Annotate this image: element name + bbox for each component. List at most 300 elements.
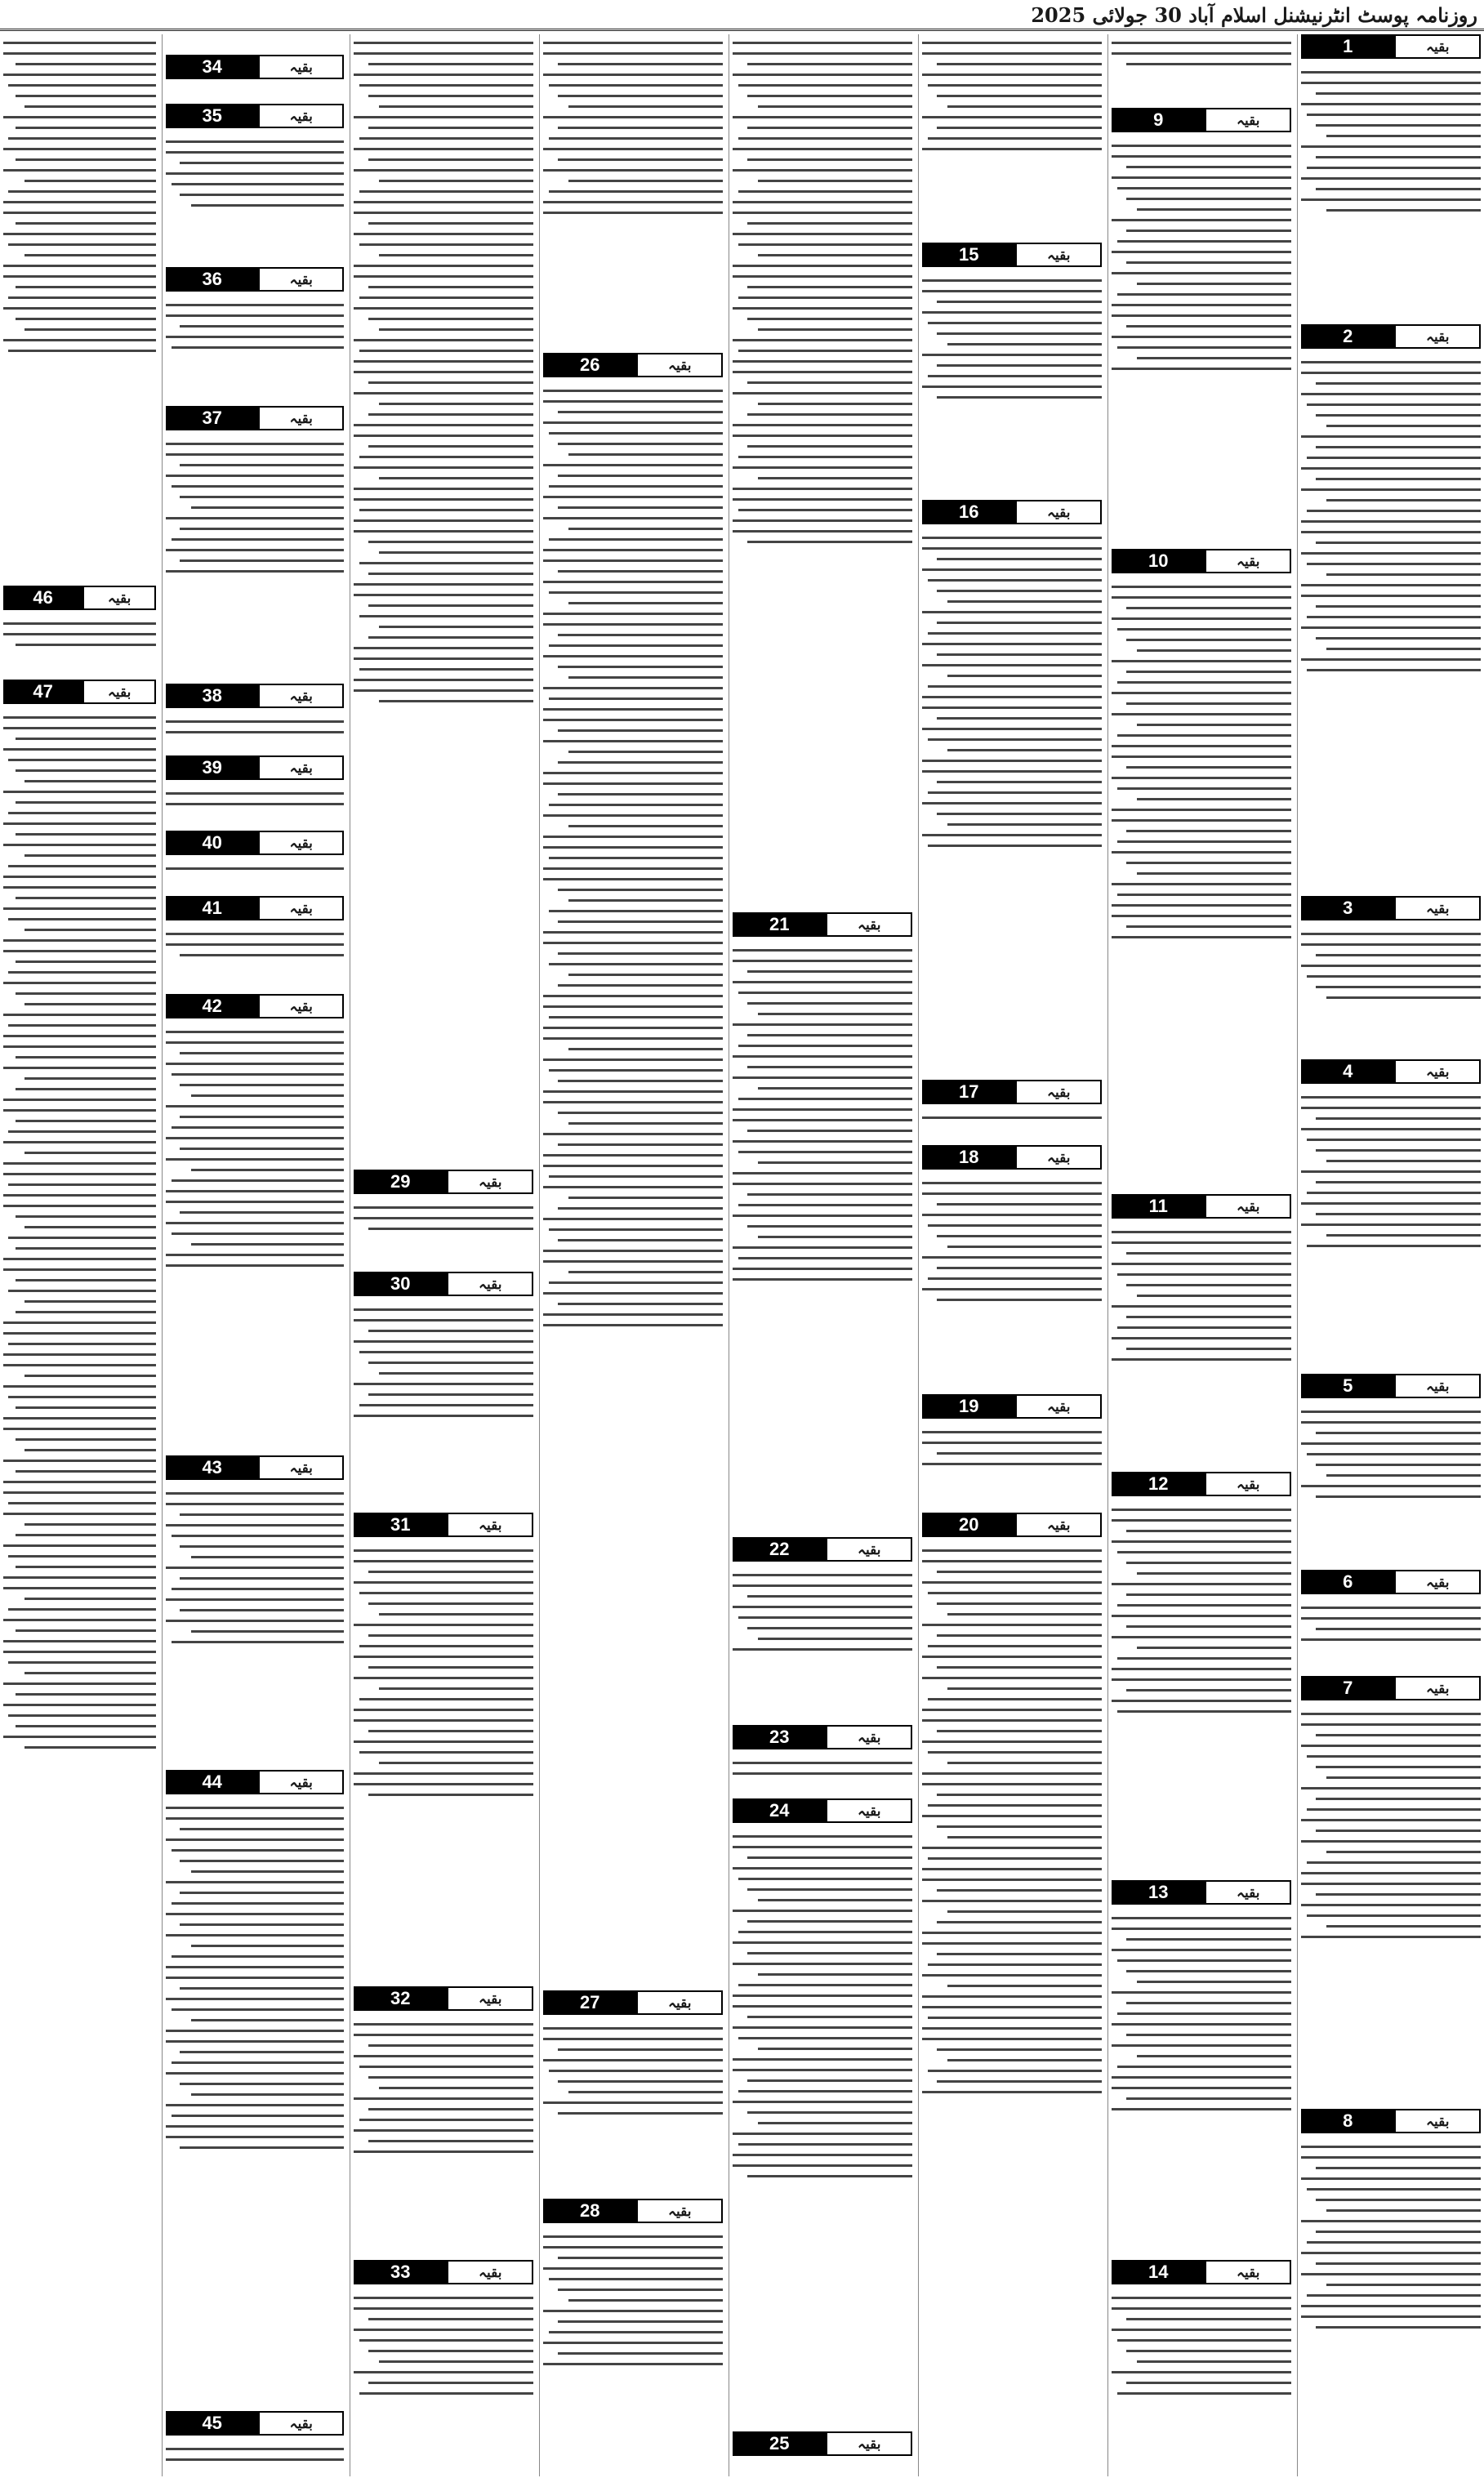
text-line: [928, 1592, 1102, 1594]
text-line: [1301, 1904, 1481, 1906]
text-line: [1112, 713, 1291, 715]
text-line: [16, 1470, 156, 1473]
column-5: [543, 34, 723, 2476]
article-text-block: [922, 1109, 1102, 1142]
text-line: [568, 676, 723, 679]
text-line: [1316, 605, 1481, 608]
text-line: [747, 1952, 912, 1954]
text-line: [758, 105, 912, 108]
article-text-block: [543, 2020, 723, 2195]
text-line: [1307, 114, 1481, 116]
text-line: [1316, 1117, 1481, 1120]
text-line: [1126, 1348, 1291, 1350]
text-line: [922, 1772, 1102, 1775]
text-line: [1301, 2273, 1481, 2275]
article-text-block: [1112, 2289, 1291, 2476]
text-line: [549, 857, 723, 859]
text-line: [1301, 1745, 1481, 1747]
text-line: [543, 1250, 723, 1252]
text-line: [543, 623, 723, 626]
continuation-badge: [922, 1080, 1102, 1104]
text-line: [543, 581, 723, 583]
text-line: [1112, 155, 1291, 158]
text-line: [733, 1183, 912, 1185]
article-text-block: [166, 2440, 344, 2476]
text-line: [549, 2070, 723, 2072]
text-line: [1126, 1970, 1291, 1972]
text-line: [25, 854, 156, 857]
text-line: [379, 254, 533, 256]
text-line: [1117, 1326, 1291, 1329]
continuation-label: بقیہ: [258, 2411, 344, 2436]
text-line: [1301, 943, 1481, 946]
continuation-label: بقیہ: [258, 755, 344, 780]
article-text-block: [1112, 1910, 1291, 2257]
text-line: [922, 1431, 1102, 1433]
article-text-block: [1301, 64, 1481, 321]
text-line: [191, 1556, 344, 1558]
article-text-block: [166, 84, 344, 100]
text-line: [3, 148, 156, 150]
text-line: [947, 1910, 1102, 1913]
text-line: [3, 633, 156, 635]
text-line: [558, 1207, 723, 1210]
text-line: [1117, 628, 1291, 631]
continuation-label: بقیہ: [1015, 1513, 1102, 1537]
text-line: [359, 2066, 533, 2068]
text-line: [543, 2267, 723, 2270]
text-line: [738, 2090, 912, 2092]
text-line: [922, 1942, 1102, 1945]
text-line: [947, 749, 1102, 751]
text-line: [937, 127, 1102, 129]
text-line: [368, 286, 533, 288]
article-text-block: [166, 1485, 344, 1767]
continuation-badge: [733, 1798, 912, 1823]
text-line: [733, 435, 912, 437]
text-line: [758, 477, 912, 479]
text-line: [166, 453, 344, 456]
text-line: [166, 336, 344, 338]
text-line: [549, 591, 723, 594]
article-text-block: [3, 615, 156, 676]
text-line: [3, 1268, 156, 1271]
continuation-label: بقیہ: [1205, 2260, 1291, 2284]
continuation-label: بقیہ: [447, 1170, 533, 1194]
text-line: [758, 1087, 912, 1090]
text-line: [359, 509, 533, 511]
text-line: [368, 445, 533, 448]
continuation-label: بقیہ: [826, 2431, 912, 2456]
text-line: [733, 981, 912, 983]
text-line: [558, 2320, 723, 2323]
article-text-block: [1112, 578, 1291, 1191]
text-line: [1137, 1981, 1291, 1983]
text-line: [568, 180, 723, 182]
text-line: [1316, 92, 1481, 95]
text-line: [1316, 637, 1481, 640]
continuation-badge: [1301, 1374, 1481, 1398]
text-line: [1301, 1872, 1481, 1874]
text-line: [354, 74, 533, 76]
text-line: [25, 1672, 156, 1674]
text-line: [166, 933, 344, 935]
text-line: [1326, 1776, 1481, 1779]
text-line: [379, 180, 533, 182]
text-line: [1301, 467, 1481, 470]
text-line: [1301, 71, 1481, 74]
text-line: [733, 2026, 912, 2029]
text-line: [549, 137, 723, 140]
text-line: [937, 717, 1102, 720]
text-line: [549, 1175, 723, 1178]
column-8: [3, 34, 156, 2476]
text-line: [1112, 2371, 1291, 2373]
text-line: [3, 1014, 156, 1016]
continuation-number: 17: [922, 1080, 1015, 1104]
text-line: [172, 485, 344, 488]
text-line: [379, 2087, 533, 2089]
text-line: [359, 137, 533, 140]
text-line: [738, 84, 912, 87]
text-line: [543, 867, 723, 870]
text-line: [166, 304, 344, 306]
text-line: [928, 1963, 1102, 1966]
text-line: [166, 1934, 344, 1936]
text-line: [1112, 1305, 1291, 1308]
text-line: [937, 1730, 1102, 1732]
text-line: [1137, 208, 1291, 211]
text-line: [359, 190, 533, 193]
text-line: [379, 2360, 533, 2363]
text-line: [354, 2034, 533, 2036]
text-line: [558, 729, 723, 732]
text-line: [558, 1143, 723, 1146]
continuation-label: بقیہ: [1394, 2109, 1481, 2133]
text-line: [1301, 1411, 1481, 1413]
continuation-badge: [1301, 896, 1481, 920]
text-line: [1112, 1700, 1291, 1702]
text-line: [1112, 2023, 1291, 2026]
text-line: [3, 1513, 156, 1515]
text-line: [1326, 209, 1481, 212]
text-line: [1112, 1668, 1291, 1670]
text-line: [747, 318, 912, 320]
continuation-badge: [3, 680, 156, 704]
text-line: [16, 1406, 156, 1409]
text-line: [1316, 1213, 1481, 1215]
text-line: [747, 2175, 912, 2177]
text-line: [733, 1835, 912, 1838]
text-line: [172, 1588, 344, 1590]
text-line: [166, 1807, 344, 1809]
continuation-number: 27: [543, 1990, 636, 2015]
article-text-block: [166, 785, 344, 827]
text-line: [733, 519, 912, 522]
article-text-block: [1112, 137, 1291, 546]
text-line: [947, 2059, 1102, 2061]
continuation-number: 42: [166, 994, 258, 1018]
text-line: [1316, 1734, 1481, 1736]
text-line: [16, 318, 156, 320]
text-line: [1316, 446, 1481, 448]
continuation-number: 5: [1301, 1374, 1394, 1398]
text-line: [738, 456, 912, 458]
text-line: [747, 63, 912, 65]
text-line: [166, 1966, 344, 1968]
text-line: [549, 538, 723, 541]
text-line: [937, 1299, 1102, 1301]
continuation-number: 24: [733, 1798, 826, 1823]
continuation-number: 2: [1301, 324, 1394, 349]
text-line: [733, 233, 912, 235]
text-line: [3, 1587, 156, 1589]
text-line: [922, 1879, 1102, 1881]
text-line: [368, 636, 533, 639]
text-line: [354, 1709, 533, 1711]
text-line: [1326, 425, 1481, 427]
text-line: [1112, 176, 1291, 179]
continuation-number: 29: [354, 1170, 447, 1194]
continuation-label: بقیہ: [258, 406, 344, 430]
text-line: [1112, 617, 1291, 620]
text-line: [543, 878, 723, 880]
text-line: [543, 148, 723, 150]
text-line: [922, 311, 1102, 314]
text-line: [738, 296, 912, 299]
continuation-badge: [1301, 1059, 1481, 1084]
text-line: [543, 2246, 723, 2248]
column-2: [1112, 34, 1291, 2476]
text-line: [1112, 1949, 1291, 1951]
text-line: [947, 1985, 1102, 1987]
text-line: [928, 1645, 1102, 1647]
text-line: [1112, 1519, 1291, 1522]
text-line: [16, 738, 156, 740]
text-line: [379, 403, 533, 405]
text-line: [733, 2069, 912, 2071]
continuation-label: بقیہ: [1394, 1374, 1481, 1398]
text-line: [1126, 862, 1291, 864]
article-text-block: [166, 860, 344, 893]
text-line: [354, 2371, 533, 2373]
text-line: [922, 2038, 1102, 2040]
text-line: [180, 1892, 344, 1894]
text-line: [1112, 1991, 1291, 1994]
text-line: [3, 727, 156, 729]
text-line: [1112, 596, 1291, 599]
text-line: [1301, 2177, 1481, 2180]
text-line: [1112, 1509, 1291, 1511]
text-line: [180, 1211, 344, 1214]
text-line: [25, 929, 156, 931]
text-line: [922, 1560, 1102, 1562]
text-line: [733, 2154, 912, 2156]
article-text-block: [922, 34, 1102, 239]
text-line: [1301, 531, 1481, 533]
text-line: [1316, 2231, 1481, 2233]
continuation-label: بقیہ: [447, 1513, 533, 1537]
text-line: [549, 84, 723, 87]
text-line: [180, 1545, 344, 1548]
text-line: [733, 212, 912, 214]
text-line: [922, 1677, 1102, 1679]
text-line: [549, 697, 723, 700]
text-line: [191, 1243, 344, 1246]
continuation-label: بقیہ: [258, 994, 344, 1018]
text-line: [1117, 293, 1291, 296]
text-line: [922, 2091, 1102, 2093]
text-line: [543, 772, 723, 774]
text-line: [1126, 2034, 1291, 2036]
text-line: [1112, 2044, 1291, 2047]
text-line: [1112, 1540, 1291, 1543]
text-line: [747, 413, 912, 416]
text-line: [937, 1921, 1102, 1923]
continuation-label: بقیہ: [258, 896, 344, 920]
continuation-number: 36: [166, 267, 258, 292]
text-line: [166, 867, 344, 870]
text-line: [1307, 975, 1481, 978]
text-line: [738, 509, 912, 511]
text-line: [1126, 1689, 1291, 1691]
continuation-number: 13: [1112, 1880, 1205, 1905]
text-line: [172, 346, 344, 349]
text-line: [359, 2392, 533, 2395]
text-line: [180, 1513, 344, 1516]
text-line: [1126, 261, 1291, 264]
text-line: [3, 169, 156, 172]
text-line: [543, 995, 723, 997]
text-line: [1112, 851, 1291, 853]
text-line: [16, 644, 156, 646]
text-line: [922, 1740, 1102, 1743]
continuation-badge: [543, 2199, 723, 2223]
text-line: [549, 1016, 723, 1018]
text-line: [747, 95, 912, 97]
text-line: [947, 1613, 1102, 1616]
column-rule: [539, 34, 540, 2476]
text-line: [368, 1794, 533, 1796]
text-line: [16, 897, 156, 899]
continuation-label: بقیہ: [826, 912, 912, 937]
text-line: [543, 814, 723, 817]
text-line: [166, 1105, 344, 1108]
text-line: [354, 1308, 533, 1311]
text-line: [558, 634, 723, 636]
article-text-block: [166, 1023, 344, 1452]
column-3: [922, 34, 1102, 2476]
text-line: [558, 506, 723, 509]
text-line: [1126, 1284, 1291, 1286]
continuation-label: بقیہ: [826, 1798, 912, 1823]
text-line: [543, 549, 723, 551]
text-line: [354, 583, 533, 586]
text-line: [549, 485, 723, 488]
article-text-block: [1112, 1501, 1291, 1877]
text-line: [558, 2352, 723, 2355]
article-text-block: [733, 1828, 912, 2428]
article-text-block: [354, 1542, 533, 1983]
text-line: [733, 1910, 912, 1912]
text-line: [758, 1161, 912, 1164]
text-line: [16, 1629, 156, 1632]
text-line: [543, 1218, 723, 1220]
text-line: [25, 328, 156, 331]
text-line: [3, 844, 156, 846]
text-line: [3, 1428, 156, 1430]
text-line: [558, 1112, 723, 1114]
text-line: [937, 2080, 1102, 2083]
text-line: [368, 2076, 533, 2079]
text-line: [16, 1215, 156, 1218]
text-line: [1316, 382, 1481, 385]
text-line: [368, 1571, 533, 1573]
text-line: [733, 1606, 912, 1608]
text-line: [1316, 954, 1481, 956]
text-line: [1112, 2087, 1291, 2089]
column-4: [733, 34, 912, 2476]
text-line: [543, 2027, 723, 2030]
text-line: [558, 158, 723, 161]
text-line: [8, 865, 156, 867]
text-line: [1117, 1273, 1291, 1276]
text-line: [928, 685, 1102, 688]
text-line: [747, 970, 912, 973]
continuation-label: بقیہ: [1394, 1059, 1481, 1084]
text-line: [738, 1984, 912, 1986]
text-line: [3, 1162, 156, 1165]
text-line: [733, 1119, 912, 1121]
text-line: [922, 1442, 1102, 1444]
text-line: [1112, 1583, 1291, 1585]
text-line: [543, 846, 723, 849]
text-line: [733, 1994, 912, 1997]
text-line: [947, 675, 1102, 677]
text-line: [1301, 1723, 1481, 1726]
text-line: [549, 910, 723, 912]
text-line: [543, 517, 723, 519]
text-line: [354, 679, 533, 681]
text-line: [25, 254, 156, 256]
article-text-block: [166, 34, 344, 51]
text-line: [3, 1385, 156, 1388]
text-line: [1316, 1766, 1481, 1768]
text-line: [1126, 2382, 1291, 2384]
text-line: [191, 2093, 344, 2096]
text-line: [758, 2122, 912, 2124]
text-line: [922, 643, 1102, 645]
text-line: [1126, 607, 1291, 609]
text-line: [3, 1364, 156, 1366]
text-line: [3, 1460, 156, 1462]
text-line: [922, 74, 1102, 76]
text-line: [922, 354, 1102, 356]
text-line: [8, 918, 156, 920]
text-line: [16, 95, 156, 97]
text-line: [172, 183, 344, 185]
text-line: [166, 1137, 344, 1139]
text-line: [747, 286, 912, 288]
text-line: [1137, 283, 1291, 285]
text-line: [922, 1549, 1102, 1552]
text-line: [1126, 2350, 1291, 2352]
text-line: [354, 2129, 533, 2132]
text-line: [1326, 2209, 1481, 2212]
text-line: [1126, 671, 1291, 673]
newspaper-columns: [0, 34, 1484, 2478]
text-line: [1126, 325, 1291, 328]
